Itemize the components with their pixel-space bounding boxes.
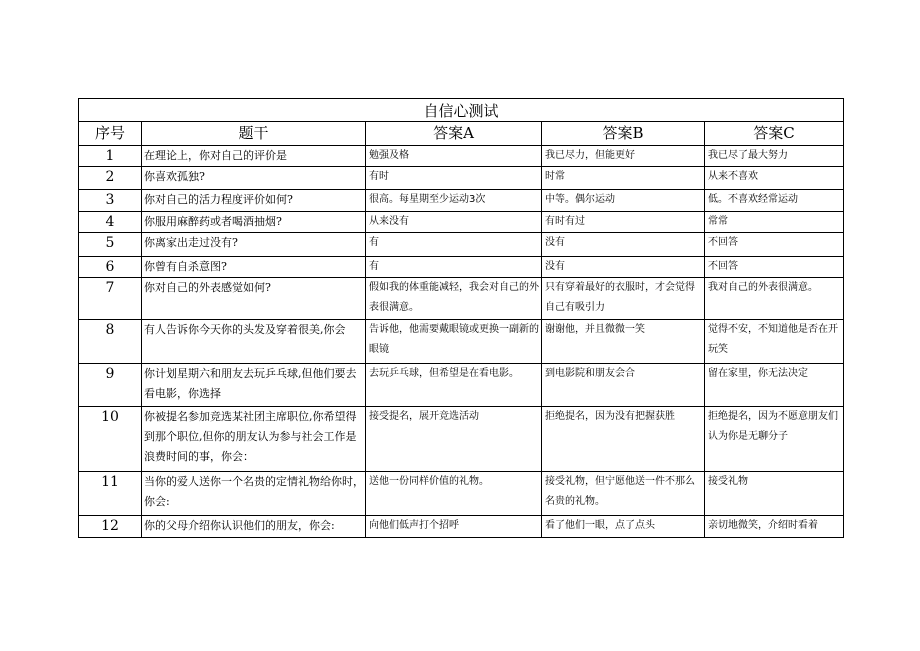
- header-number: 序号: [79, 122, 142, 146]
- table-row: [79, 320, 844, 364]
- answer-a: 有: [366, 257, 542, 278]
- answer-b: 只有穿着最好的衣服时，才会觉得自己有吸引力: [542, 278, 705, 320]
- row-number: 1: [79, 146, 142, 167]
- table-row: [79, 257, 844, 278]
- answer-a: 很高。每星期至少运动3次: [366, 190, 542, 212]
- row-number: 3: [79, 190, 142, 212]
- header-answer-c: 答案C: [705, 122, 844, 146]
- answer-b: 看了他们一眼，点了点头: [542, 516, 705, 538]
- answer-c: 接受礼物: [705, 472, 844, 516]
- header-answer-a: 答案A: [366, 122, 542, 146]
- question-text: 你对自己的活力程度评价如何?: [142, 190, 366, 212]
- row-number: 7: [79, 278, 142, 320]
- question-text: 你离家出走过没有?: [142, 233, 366, 257]
- answer-b: 接受礼物，但宁愿他送一件不那么名贵的礼物。: [542, 472, 705, 516]
- answer-a: 向他们低声打个招呼: [366, 516, 542, 538]
- answer-b: 时常: [542, 167, 705, 190]
- table-row: [79, 146, 844, 167]
- answer-c: 不回答: [705, 257, 844, 278]
- row-number: 11: [79, 472, 142, 516]
- question-text: 当你的爱人送你一个名贵的定情礼物给你时，你会:: [142, 472, 366, 516]
- row-number: 8: [79, 320, 142, 364]
- answer-c: 不回答: [705, 233, 844, 257]
- table-row: [79, 167, 844, 190]
- quiz-table: [78, 98, 844, 538]
- answer-b: 中等。偶尔运动: [542, 190, 705, 212]
- answer-a: 接受提名，展开竞选活动: [366, 407, 542, 472]
- answer-b: 谢谢他，并且微微一笑: [542, 320, 705, 364]
- answer-a: 有: [366, 233, 542, 257]
- answer-c: 拒绝提名，因为不愿意朋友们认为你是无聊分子: [705, 407, 844, 472]
- answer-c: 我对自己的外表很满意。: [705, 278, 844, 320]
- question-text: 你被提名参加竞选某社团主席职位,你希望得到那个职位,但你的朋友认为参与社会工作是浪费时间的事，你会：: [142, 407, 366, 472]
- table-row: [79, 278, 844, 320]
- answer-c: 我已尽了最大努力: [705, 146, 844, 167]
- table-row: [79, 190, 844, 212]
- question-text: 你曾有自杀意图?: [142, 257, 366, 278]
- row-number: 10: [79, 407, 142, 472]
- table-row: [79, 212, 844, 233]
- table-row: [79, 472, 844, 516]
- answer-c: 常常: [705, 212, 844, 233]
- answer-a: 去玩乒乓球，但希望是在看电影。: [366, 364, 542, 407]
- table-row: [79, 364, 844, 407]
- table-title: 自信心测试: [79, 99, 844, 122]
- question-text: 你计划星期六和朋友去玩乒乓球,但他们要去看电影，你选择: [142, 364, 366, 407]
- question-text: 你喜欢孤独?: [142, 167, 366, 190]
- question-text: 你的父母介绍你认识他们的朋友，你会:: [142, 516, 366, 538]
- question-text: 你服用麻醉药或者喝酒抽烟?: [142, 212, 366, 233]
- answer-c: 亲切地微笑，介绍时看着: [705, 516, 844, 538]
- answer-b: 拒绝提名，因为没有把握获胜: [542, 407, 705, 472]
- question-text: 在理论上，你对自己的评价是: [142, 146, 366, 167]
- table-row: [79, 516, 844, 538]
- answer-a: 勉强及格: [366, 146, 542, 167]
- answer-b: 没有: [542, 233, 705, 257]
- answer-b: 没有: [542, 257, 705, 278]
- answer-b: 到电影院和朋友会合: [542, 364, 705, 407]
- row-number: 4: [79, 212, 142, 233]
- table-row: [79, 407, 844, 472]
- answer-c: 从来不喜欢: [705, 167, 844, 190]
- row-number: 9: [79, 364, 142, 407]
- question-text: 你对自己的外表感觉如何?: [142, 278, 366, 320]
- table-row: [79, 233, 844, 257]
- answer-a: 从来没有: [366, 212, 542, 233]
- answer-b: 我已尽力，但能更好: [542, 146, 705, 167]
- header-question: 题干: [142, 122, 366, 146]
- answer-c: 觉得不安，不知道他是否在开玩笑: [705, 320, 844, 364]
- row-number: 12: [79, 516, 142, 538]
- answer-c: 留在家里，你无法决定: [705, 364, 844, 407]
- answer-c: 低。不喜欢经常运动: [705, 190, 844, 212]
- answer-a: 有时: [366, 167, 542, 190]
- answer-a: 告诉他，他需要戴眼镜或更换一副新的眼镜: [366, 320, 542, 364]
- answer-a: 假如我的体重能减轻，我会对自己的外表很满意。: [366, 278, 542, 320]
- header-answer-b: 答案B: [542, 122, 705, 146]
- question-text: 有人告诉你今天你的头发及穿着很美,你会: [142, 320, 366, 364]
- header-row: [79, 122, 844, 146]
- row-number: 6: [79, 257, 142, 278]
- answer-b: 有时有过: [542, 212, 705, 233]
- row-number: 2: [79, 167, 142, 190]
- answer-a: 送他一份同样价值的礼物。: [366, 472, 542, 516]
- row-number: 5: [79, 233, 142, 257]
